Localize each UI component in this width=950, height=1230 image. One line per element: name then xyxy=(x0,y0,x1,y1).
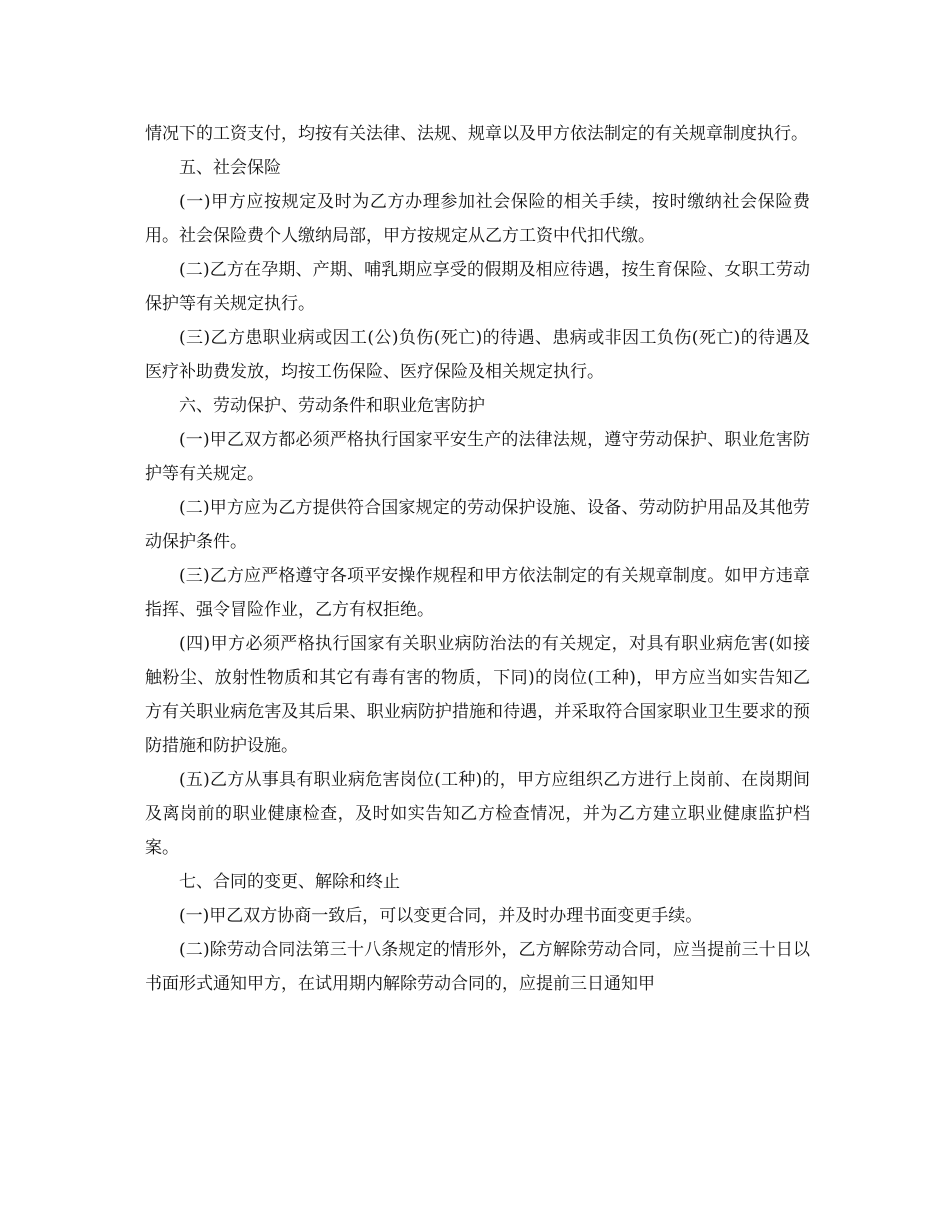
paragraph-labor-protection-5: (五)乙方从事具有职业病危害岗位(工种)的，甲方应组织乙方进行上岗前、在岗期间及离岗前的职业健康检查，及时如实告知乙方检查情况，并为乙方建立职业健康监护档案。 xyxy=(145,770,810,858)
paragraph-contract-changes-1: (一)甲乙双方协商一致后，可以变更合同，并及时办理书面变更手续。 xyxy=(179,906,703,926)
paragraph-labor-protection-2: (二)甲方应为乙方提供符合国家规定的劳动保护设施、设备、劳动防护用品及其他劳动保护条件。 xyxy=(145,498,810,552)
paragraph-contract-changes-2: (二)除劳动合同法第三十八条规定的情形外，乙方解除劳动合同，应当提前三十日以书面形式通知甲方，在试用期内解除劳动合同的，应提前三日通知甲 xyxy=(145,940,810,994)
section-heading-labor-protection: 六、劳动保护、劳动条件和职业危害防护 xyxy=(179,396,485,416)
paragraph-labor-protection-4: (四)甲方必须严格执行国家有关职业病防治法的有关规定，对具有职业病危害(如接触粉尘、放射性物质和其它有毒有害的物质，下同)的岗位(工种)，甲方应当如实告知乙方有关职业病危害及其后果、职业病防护措施和待遇，并采取符合国家职业卫生要求的预防措施和防护设施。 xyxy=(145,634,810,756)
paragraph-wage-payment-continued: 情况下的工资支付，均按有关法律、法规、规章以及甲方依法制定的有关规章制度执行。 xyxy=(145,124,808,144)
paragraph-social-insurance-1: (一)甲方应按规定及时为乙方办理参加社会保险的相关手续，按时缴纳社会保险费用。社会保险费个人缴纳局部，甲方按规定从乙方工资中代扣代缴。 xyxy=(145,192,810,246)
document-body xyxy=(145,117,810,1001)
section-heading-contract-changes: 七、合同的变更、解除和终止 xyxy=(179,872,400,892)
paragraph-social-insurance-3: (三)乙方患职业病或因工(公)负伤(死亡)的待遇、患病或非因工负伤(死亡)的待遇及医疗补助费发放，均按工伤保险、医疗保险及相关规定执行。 xyxy=(145,328,810,382)
paragraph-labor-protection-3: (三)乙方应严格遵守各项平安操作规程和甲方依法制定的有关规章制度。如甲方违章指挥、强令冒险作业，乙方有权拒绝。 xyxy=(145,566,810,620)
paragraph-social-insurance-2: (二)乙方在孕期、产期、哺乳期应享受的假期及相应待遇，按生育保险、女职工劳动保护等有关规定执行。 xyxy=(145,260,810,314)
paragraph-labor-protection-1: (一)甲乙双方都必须严格执行国家平安生产的法律法规，遵守劳动保护、职业危害防护等有关规定。 xyxy=(145,430,810,484)
section-heading-social-insurance: 五、社会保险 xyxy=(179,158,281,178)
